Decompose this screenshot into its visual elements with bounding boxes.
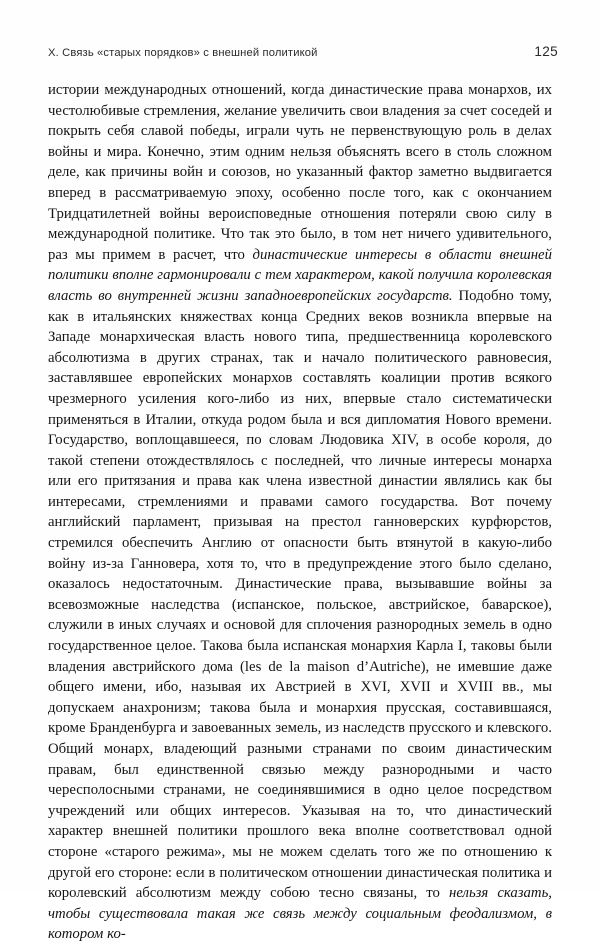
emphasised-text-run: нельзя сказать, чтобы существовала такая же связь между социальным феодализмом, в котором ко-	[48, 885, 552, 943]
body-paragraph	[48, 80, 552, 945]
running-head-title: X. Связь «старых порядков» с внешней политикой	[48, 47, 318, 59]
emphasised-text-run: династические интересы в области внешней политики вполне гармонировали с тем характером, какой получила королевская власть во внутренней жизни западноевропейских государств.	[48, 246, 552, 304]
text-run: истории международных отношений, когда династические права монархов, их честолюбивые стремления, желание увеличить свои владения за счет соседей и покрыть себя славой победы, играли чуть не первенствующую роль в делах войны и мира. Конечно, этим одним нельзя объяснять всего в столь сложном деле, как причины войн и союзов, но указанный фактор заметно выдвигается вперед в рассматриваемую эпоху, особенно после того, как с окончанием Тридцатилетней войны вероисповедные отношения потеряли свою силу в международной политике. Что так это было, в том нет ничего удивительного, раз мы примем в расчет, что	[48, 82, 552, 263]
page-number: 125	[534, 44, 558, 59]
body-text	[48, 80, 552, 945]
text-run: Подобно тому, как в итальянских княжествах конца Средних веков возникла впервые на Западе монархическая власть нового типа, предшественница королевского абсолютизма в других странах, так и начало политического равновесия, заставлявшее европейских монархов составлять коалиции против всякого чрезмерного усиления кого-либо из них, впервые стало систематически применяться в Италии, откуда родом была и вся дипломатия Нового времени. Государство, воплощавшееся, по словам Людовика XIV, в особе короля, до такой степени отождествлялось с последней, что личные интересы монарха или его притязания и права как члена известной династии являлись как бы интересами, стремлениями и правами самого государства. Вот почему английский парламент, призывая на престол ганноверских курфюрстов, стремился обеспечить Англию от опасности быть втянутой в какую-либо войну из-за Ганновера, хотя то, что в предупреждение этого было сделано, оказалось недостаточным. Династические права, вызывавшие войны за всевозможные наследства (испанское, польское, австрийское, баварское), служили в иных случаях и основой для сплочения разнородных земель в одно государственное целое. Такова была испанская монархия Карла I, таковы были владения австрийского дома (les de la maison d’Autriche), не имевшие даже общего имени, ибо, называя их Австрией в XVI, XVII и XVIII вв., мы допускаем анахронизм; такова была и монархия прусская, составившаяся, кроме Бранденбурга и завоеванных земель, из наследств прусского и клевского. Общий монарх, владеющий разными странами по своим династическим правам, был единственной связью между разнородными и часто чересполосными странами, не соединявшимися в одно целое посредством учреждений или общих интересов. Указывая на то, что династический характер внешней политики прошлого века вполне соответствовал одной стороне «старого режима», мы не можем сделать того же по отношению к другой его стороне: если в политическом отношении династическая политика и королевский абсолютизм между собою тесно связаны, то	[48, 287, 552, 902]
running-head	[48, 44, 558, 64]
